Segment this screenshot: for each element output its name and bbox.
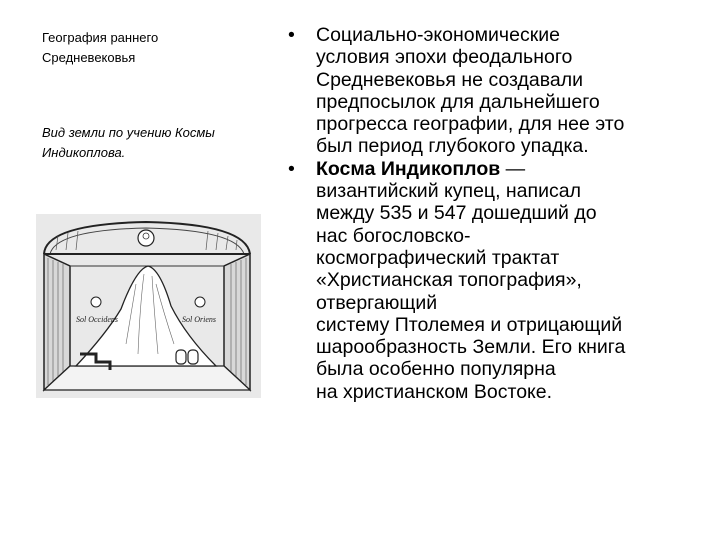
p2-line-4: нас богословско- [316,224,471,247]
p2-line-10: была особенно популярна [316,358,556,381]
bullet-socioeconomic [286,24,696,158]
p2-line-1 [316,158,696,180]
p2-line-8: систему Птолемея и отрицающий [316,313,623,336]
caption-line-2: Индикоплова. [42,145,126,160]
p2-line-3: между 535 и 547 дошедший до [316,202,597,225]
p1-line-3: Средневековья не создавали [316,68,584,91]
title-line-2: Средневековья [42,50,136,65]
p2-line-2: византийский купец, написал [316,180,581,203]
bullet-icon: • [288,24,295,46]
slide-title [42,28,242,68]
p2-line-11: на христианском Востоке. [316,380,553,403]
caption-line-1: Вид земли по учению Космы [42,125,215,140]
cosmas-name: Косма Индикоплов [316,157,501,180]
p1-line-6: был период глубокого упадка. [316,135,589,158]
illustration-drawing [36,214,261,398]
main-text [286,24,696,403]
p2-line-5: космографический трактат [316,246,560,269]
sol-oriens-label: Sol Oriens [182,315,216,324]
p1-line-5: прогресса географии, для нее это [316,113,625,136]
p2-line-7: отвергающий [316,291,438,314]
p1-line-1: Социально-экономические [316,24,560,46]
p2-line-6: «Христианская топография», [316,269,582,292]
sol-occidens-label: Sol Occidens [76,315,118,324]
cosmas-world-illustration [36,214,261,398]
bullet-cosmas [286,158,696,403]
p1-line-2: условия эпохи феодального [316,46,573,69]
title-line-1: География раннего [42,30,159,45]
figure-caption [42,123,272,163]
p2-line-9: шарообразность Земли. Его книга [316,336,626,359]
p1-line-4: предпосылок для дальнейшего [316,90,600,113]
p2-dash: — [500,157,526,180]
bullet-icon: • [288,157,295,180]
